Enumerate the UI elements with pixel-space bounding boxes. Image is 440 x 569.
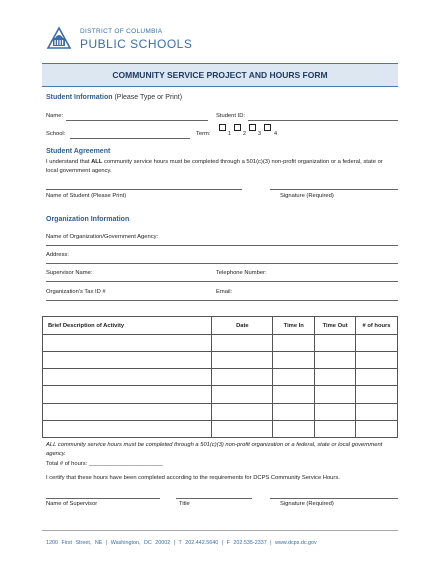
student-signature-field[interactable] xyxy=(270,189,398,190)
school-label: School: xyxy=(46,131,66,137)
table-row xyxy=(43,403,398,420)
student-info-heading-text: Student Information xyxy=(46,94,113,101)
title-label: Title xyxy=(179,501,190,507)
table-cell[interactable] xyxy=(356,352,398,369)
table-cell[interactable] xyxy=(315,403,356,420)
supervisor-name-label: Supervisor Name: xyxy=(46,270,93,276)
hours-requirement-note: ALL community service hours must be completed through a 501(c)(3) non-profit organization or a federal, state or local government agency. xyxy=(46,442,383,457)
student-info-heading-note: (Please Type or Print) xyxy=(114,94,183,101)
agreement-text-emphasis: ALL xyxy=(91,159,103,165)
term-2-label: 2 xyxy=(243,131,247,137)
table-cell[interactable] xyxy=(212,403,273,420)
term-4-checkbox[interactable] xyxy=(264,124,271,131)
table-row xyxy=(43,352,398,369)
col-time-out: Time Out xyxy=(315,317,356,335)
table-cell[interactable] xyxy=(315,352,356,369)
student-info-heading xyxy=(46,94,182,101)
address-field[interactable] xyxy=(46,263,398,264)
table-cell[interactable] xyxy=(43,403,212,420)
table-cell[interactable] xyxy=(273,352,315,369)
student-id-label: Student ID: xyxy=(216,113,246,119)
col-date: Date xyxy=(212,317,273,335)
table-row xyxy=(43,335,398,352)
table-cell[interactable] xyxy=(212,352,273,369)
name-field[interactable] xyxy=(66,120,208,121)
footer-address: 1200 First Street, NE | Washington, DC 20002 | T 202.442.5640 | F 202.535-2337 | www.dcps.dc.gov xyxy=(46,540,317,546)
supervisor-phone-field[interactable] xyxy=(46,281,398,282)
student-signature-label: Signature (Required) xyxy=(280,193,334,199)
student-id-field[interactable] xyxy=(248,120,398,121)
table-cell[interactable] xyxy=(212,386,273,403)
dcps-logo-icon xyxy=(46,26,72,50)
table-cell[interactable] xyxy=(43,352,212,369)
table-cell[interactable] xyxy=(43,369,212,386)
agreement-text-end: community service hours must be completed through a 501(c)(3) non-profit organization or a federal, state or local government agency. xyxy=(46,159,383,174)
table-cell[interactable] xyxy=(273,369,315,386)
school-field[interactable] xyxy=(70,138,190,139)
table-cell[interactable] xyxy=(212,335,273,352)
table-cell[interactable] xyxy=(315,369,356,386)
term-2-checkbox[interactable] xyxy=(234,124,241,131)
table-cell[interactable] xyxy=(43,335,212,352)
table-cell[interactable] xyxy=(315,420,356,437)
name-label: Name: xyxy=(46,113,64,119)
student-name-field[interactable] xyxy=(46,189,242,190)
table-cell[interactable] xyxy=(315,335,356,352)
table-cell[interactable] xyxy=(315,386,356,403)
term-3-checkbox[interactable] xyxy=(249,124,256,131)
term-4-label: 4 xyxy=(274,131,278,137)
telephone-label: Telephone Number: xyxy=(216,270,267,276)
total-hours-label: Total # of hours: _______________________ xyxy=(46,461,164,467)
table-cell[interactable] xyxy=(356,403,398,420)
org-name-field[interactable] xyxy=(46,245,398,246)
supervisor-signature-label: Signature (Required) xyxy=(280,501,334,507)
table-cell[interactable] xyxy=(273,420,315,437)
term-label: Term: xyxy=(196,131,211,137)
supervisor-name-signoff-field[interactable] xyxy=(46,498,160,499)
table-row xyxy=(43,369,398,386)
table-cell[interactable] xyxy=(356,335,398,352)
table-cell[interactable] xyxy=(273,386,315,403)
supervisor-signoff-label: Name of Supervisor xyxy=(46,501,98,507)
table-row xyxy=(43,386,398,403)
table-cell[interactable] xyxy=(212,420,273,437)
table-cell[interactable] xyxy=(356,420,398,437)
term-3-label: 3 xyxy=(258,131,262,137)
tax-id-email-field[interactable] xyxy=(46,300,398,301)
certification-text: I certify that these hours have been completed according to the requirements for DCPS Community Service Hours. xyxy=(46,475,340,481)
col-time-in: Time In xyxy=(273,317,315,335)
organization-heading: Organization Information xyxy=(46,216,130,223)
table-cell[interactable] xyxy=(273,335,315,352)
activity-table xyxy=(42,316,398,438)
agreement-heading: Student Agreement xyxy=(46,148,111,155)
form-title: COMMUNITY SERVICE PROJECT AND HOURS FORM xyxy=(42,63,398,87)
supervisor-signature-field[interactable] xyxy=(270,498,398,499)
term-1-label: 1 xyxy=(228,131,232,137)
col-description: Brief Description of Activity xyxy=(43,317,212,335)
org-name-label: Name of Organization/Government Agency: xyxy=(46,234,159,240)
agreement-text-start: I understand that xyxy=(46,159,92,165)
student-name-label: Name of Student (Please Print) xyxy=(46,193,127,199)
table-cell[interactable] xyxy=(273,403,315,420)
col-hours: # of hours xyxy=(356,317,398,335)
activity-table-header xyxy=(43,317,398,335)
logo-line-2: PUBLIC SCHOOLS xyxy=(80,37,193,51)
table-cell[interactable] xyxy=(212,369,273,386)
table-cell[interactable] xyxy=(356,369,398,386)
agreement-text xyxy=(46,158,392,175)
email-label: Email: xyxy=(216,289,233,295)
term-1-checkbox[interactable] xyxy=(219,124,226,131)
footer-divider xyxy=(42,530,398,531)
table-cell[interactable] xyxy=(43,420,212,437)
logo-line-1: DISTRICT OF COLUMBIA xyxy=(80,28,163,35)
tax-id-label: Organization's Tax ID # xyxy=(46,289,106,295)
table-cell[interactable] xyxy=(43,386,212,403)
address-label: Address: xyxy=(46,252,69,258)
table-cell[interactable] xyxy=(356,386,398,403)
supervisor-title-field[interactable] xyxy=(176,498,252,499)
table-row xyxy=(43,420,398,437)
